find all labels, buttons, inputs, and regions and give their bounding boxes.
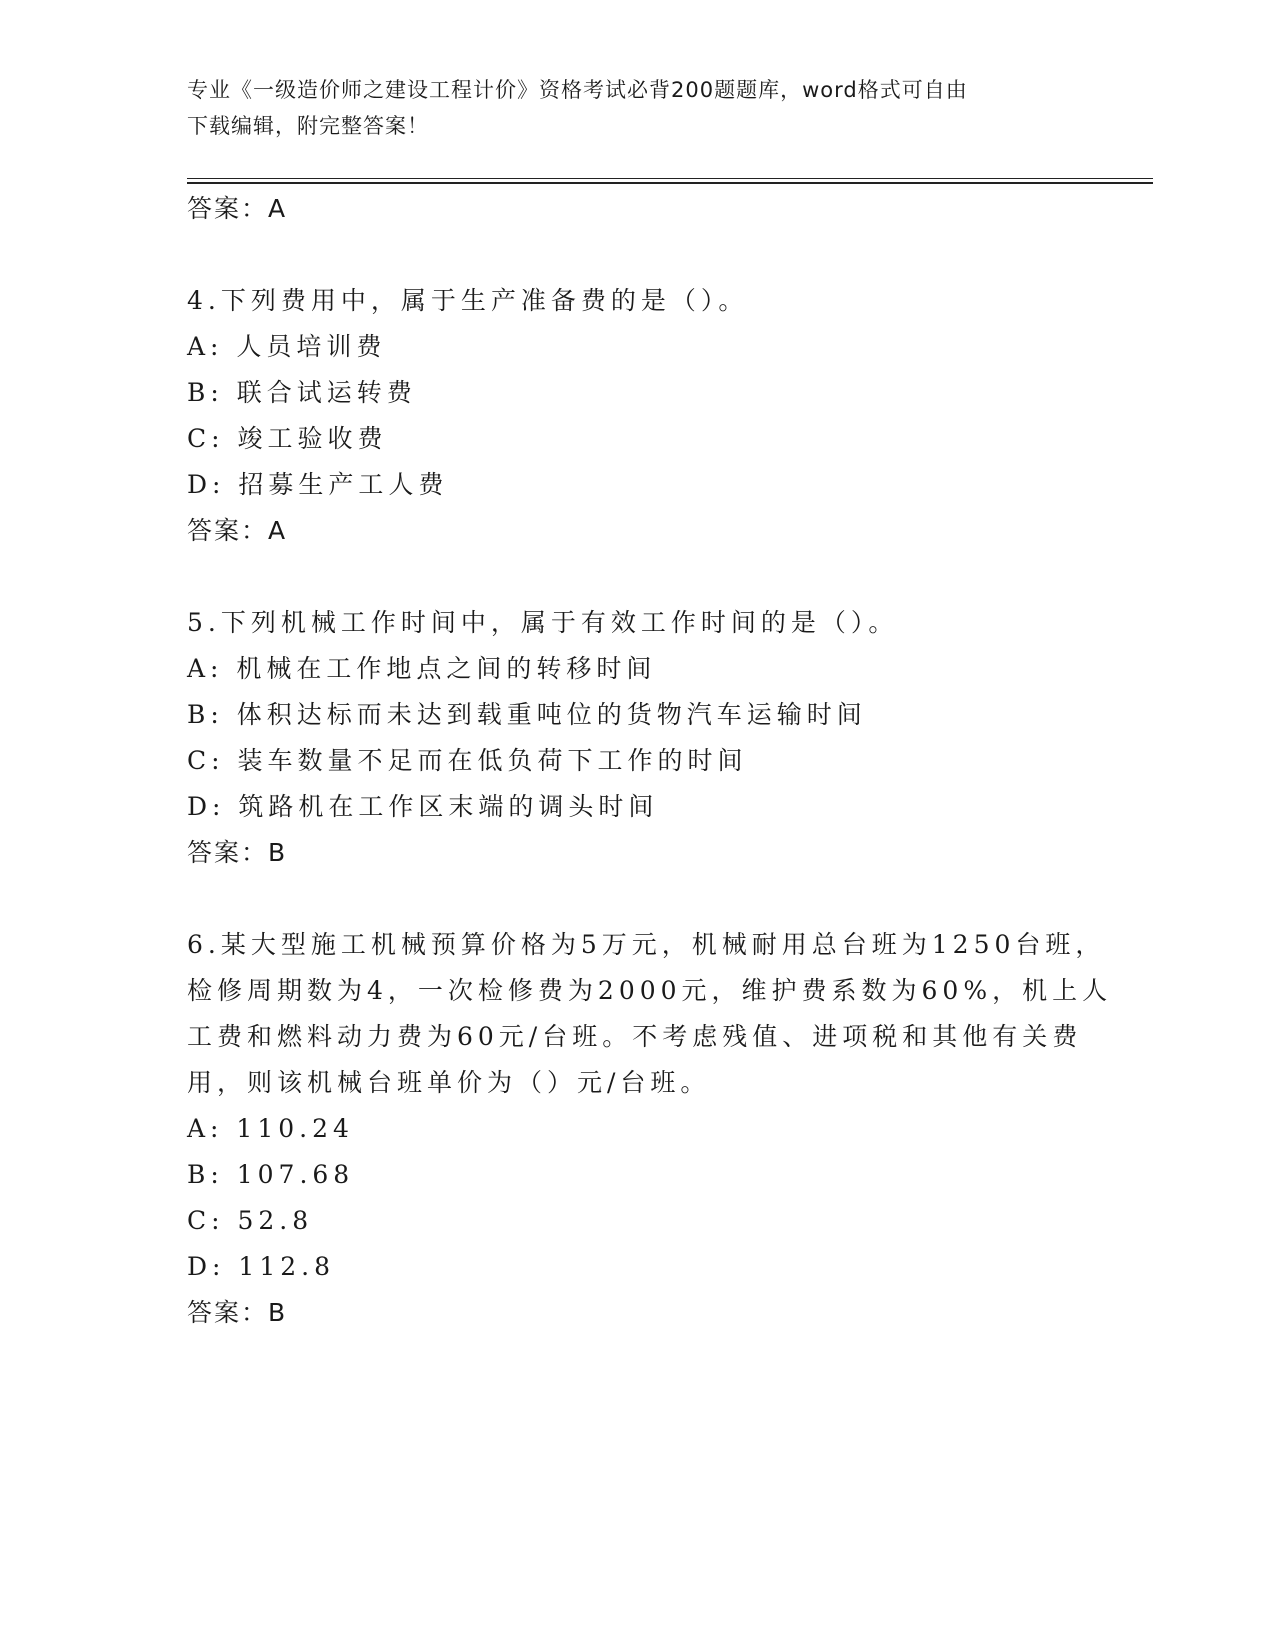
option-c: C: 装车数量不足而在低负荷下工作的时间 (187, 746, 748, 775)
option-a: A: 人员培训费 (187, 332, 387, 361)
question-6 (187, 922, 1113, 1336)
option-c: C: 竣工验收费 (187, 424, 388, 453)
question-stem-line-1: 6.某大型施工机械预算价格为5万元，机械耐用总台班为1250台班， (187, 930, 1106, 959)
header-divider-thin (187, 178, 1153, 179)
option-b: B: 联合试运转费 (187, 378, 417, 407)
question-stem: 4.下列费用中，属于生产准备费的是（）。 (187, 286, 749, 315)
question-stem: 5.下列机械工作时间中，属于有效工作时间的是（）。 (187, 608, 899, 637)
document-header (187, 72, 1087, 144)
answer: 答案：A (187, 516, 288, 545)
option-b: B: 体积达标而未达到载重吨位的货物汽车运输时间 (187, 700, 867, 729)
question-stem-line-4: 用，则该机械台班单价为（）元/台班。 (187, 1068, 711, 1097)
option-d: D: 筑路机在工作区末端的调头时间 (187, 792, 659, 821)
header-line-2: 下载编辑，附完整答案！ (187, 114, 429, 138)
option-c: C: 52.8 (187, 1206, 314, 1235)
option-d: D: 112.8 (187, 1252, 335, 1281)
question-stem-line-3: 工费和燃料动力费为60元/台班。不考虑残值、进项税和其他有关费 (187, 1022, 1083, 1051)
question-stem-line-2: 检修周期数为4，一次检修费为2000元，维护费系数为60%，机上人 (187, 976, 1113, 1005)
header-line-1: 专业《一级造价师之建设工程计价》资格考试必背200题题库，word格式可自由 (187, 78, 968, 102)
answer-previous: 答案：A (187, 194, 288, 223)
answer: 答案：B (187, 1298, 288, 1327)
header-divider-thick (187, 182, 1153, 184)
option-b: B: 107.68 (187, 1160, 355, 1189)
option-a: A: 110.24 (187, 1114, 354, 1143)
question-4 (187, 278, 1087, 554)
option-a: A: 机械在工作地点之间的转移时间 (187, 654, 657, 683)
option-d: D: 招募生产工人费 (187, 470, 449, 499)
question-list (187, 186, 1113, 1336)
answer: 答案：B (187, 838, 288, 867)
question-5 (187, 600, 1087, 876)
